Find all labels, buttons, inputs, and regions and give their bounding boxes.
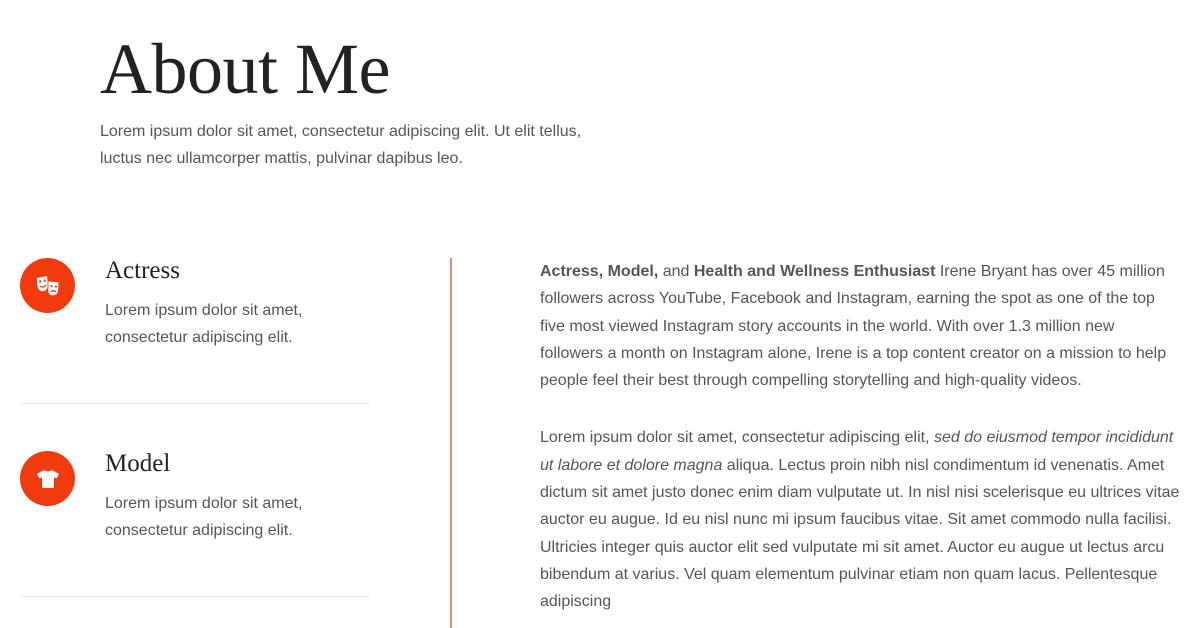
feature-title: Model [105,450,171,477]
divider [20,403,370,404]
bio-paragraph [540,258,1180,394]
bio-text: Irene Bryant has over 45 million followers across YouTube, Facebook and Instagram, earning the spot as one of the top five most viewed Instagram story accounts in the world. With over 1.3 million new followers a month on Instagram alone, Irene is a top content creator on a mission to help people feel their best through compelling storytelling and high-quality videos. [540,263,1167,390]
tshirt-icon [20,451,75,506]
intro-text: Lorem ipsum dolor sit amet, consectetur adipiscing elit. Ut elit tellus, luctus nec ullamcorper mattis, pulvinar dapibus leo. [100,123,582,167]
bio-italic-text: sed do eiusmod tempor incididunt ut labore et dolore magna [540,429,1174,474]
feature-title: Actress [105,257,180,284]
bio-bold-roles: Actress, Model, [540,263,659,280]
bio-section [540,258,1180,628]
bio-paragraph [540,424,1180,615]
vertical-divider [450,258,452,628]
bio-text: and [658,263,694,280]
bio-bold-title: Health and Wellness Enthusiast [693,263,936,280]
theater-masks-icon [20,258,75,313]
divider [20,596,370,597]
bio-text: aliqua. Lectus proin nibh nisl condimentum id venenatis. Amet dictum sit amet justo donec enim diam vulputate ut. In nisl nisi scelerisque eu ultrices vitae auctor eu augue. Id eu nisl nunc mi ipsum faucibus vitae. Sit amet commodo nulla facilisi. Ultricies integer quis auctor elit sed vulputate mi sit amet. Auctor eu augue ut lectus arcu bibendum at varius. Vel quam elementum pulvinar etiam non quam lacus. Pellentesque adipiscing [540,456,1180,611]
page-title: About Me [100,29,390,109]
feature-description: Lorem ipsum dolor sit amet, consectetur adipiscing elit. [105,495,303,539]
feature-description: Lorem ipsum dolor sit amet, consectetur adipiscing elit. [105,302,303,346]
bio-text: Lorem ipsum dolor sit amet, consectetur adipiscing elit, [540,429,934,447]
